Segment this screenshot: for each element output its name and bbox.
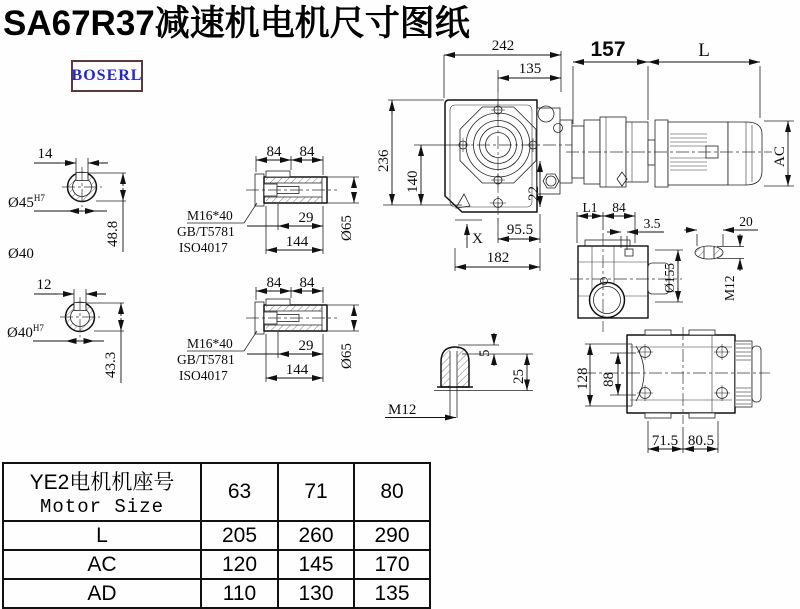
label-shaft-dia: Ø40 (8, 246, 34, 262)
dim-3-5: 3.5 (643, 216, 661, 231)
cell-L-63: 205 (201, 521, 278, 550)
row-label-L: L (3, 521, 201, 550)
cell-L-71: 260 (278, 521, 354, 550)
cell-AD-63: 110 (201, 579, 278, 608)
dim-hb-29: 29 (298, 338, 314, 354)
dim-155: Ø155 (662, 263, 677, 293)
dim-128: 128 (575, 367, 591, 390)
dim-71-5: 71.5 (651, 433, 679, 449)
fan-end-ribs (735, 341, 752, 407)
label-hb-screw: M16*40 (187, 336, 233, 351)
table-header-en: Motor Size (39, 496, 165, 518)
table-col-63: 63 (201, 463, 278, 521)
table-header-cell (3, 463, 201, 521)
view-hollow-shaft-b (177, 275, 359, 383)
view-side (570, 200, 758, 332)
dim-135: 135 (518, 61, 542, 77)
label-ha-std1: GB/T5781 (177, 224, 235, 239)
dim-157: 157 (590, 38, 626, 61)
dim-bore-a: $Ø45^{H7}$ (8, 193, 45, 211)
dim-ha-144: 144 (285, 234, 309, 250)
dim-5: 5 (477, 349, 493, 357)
table-col-71: 71 (278, 463, 354, 521)
dim-22: 22 (526, 186, 542, 201)
dim-sv-84: 84 (612, 200, 626, 215)
view-key-detail (385, 333, 533, 418)
dim-AC: AC (772, 146, 788, 167)
dim-20: 20 (739, 214, 753, 229)
table-col-80: 80 (354, 463, 430, 521)
dim-height-a: 48.8 (105, 220, 121, 247)
dim-236: 236 (376, 149, 392, 172)
cell-AC-80: 170 (354, 550, 430, 579)
table-row (3, 521, 430, 550)
dim-242: 242 (491, 38, 515, 54)
dim-ha-29: 29 (298, 210, 314, 226)
table-row (3, 550, 430, 579)
cell-AD-71: 130 (278, 579, 354, 608)
label-hb-std2: ISO4017 (179, 368, 228, 383)
dim-25: 25 (511, 369, 527, 384)
dim-182: 182 (486, 250, 510, 266)
dim-hb-dia: Ø65 (339, 343, 355, 369)
cell-AC-63: 120 (201, 550, 278, 579)
label-hb-std1: GB/T5781 (177, 352, 235, 367)
view-solid-shaft-a (8, 146, 126, 262)
label-ha-screw: M16*40 (187, 208, 233, 223)
dim-ha-84b: 84 (299, 144, 315, 160)
table-header-cn: YE2电机机座号 (29, 471, 175, 494)
view-bottom (575, 327, 770, 453)
dim-hb-84b: 84 (299, 275, 315, 291)
view-main-assembly (376, 38, 794, 271)
motor-flange (655, 120, 668, 187)
row-label-AC: AC (3, 550, 201, 579)
dim-sv-M12: M12 (722, 275, 737, 301)
dim-140: 140 (405, 170, 421, 193)
dim-hb-144: 144 (285, 362, 309, 378)
dim-keyway-width-b: 12 (36, 277, 52, 293)
view-solid-shaft-b (7, 277, 124, 383)
motor-size-table (2, 462, 431, 609)
cell-L-80: 290 (354, 521, 430, 550)
dim-L: L (698, 40, 710, 61)
row-label-AD: AD (3, 579, 201, 608)
table-row (3, 579, 430, 608)
page-title: SA67R37减速机电机尺寸图纸 (3, 4, 470, 43)
table-header-row (3, 463, 430, 521)
dim-ha-dia: Ø65 (339, 215, 355, 241)
label-ha-std2: ISO4017 (179, 240, 228, 255)
dim-X: X (472, 231, 483, 247)
view-hollow-shaft-a (177, 144, 359, 255)
dim-ha-84a: 84 (266, 144, 282, 160)
cell-AD-80: 135 (354, 579, 430, 608)
motor-body (668, 122, 728, 185)
dim-height-b: 43.3 (103, 351, 119, 378)
dim-88: 88 (601, 372, 617, 387)
dim-95-5: 95.5 (506, 222, 534, 238)
dim-bore-b: $Ø40^{H7}$ (7, 323, 44, 341)
fan-cover (728, 122, 762, 185)
cell-AC-71: 145 (278, 550, 354, 579)
label-kd-M12: M12 (388, 402, 417, 418)
dim-hb-84a: 84 (266, 275, 282, 291)
dim-80-5: 80.5 (687, 433, 715, 449)
output-hub-side (590, 283, 625, 318)
dim-keyway-width-a: 14 (37, 146, 53, 162)
dim-L1: L1 (582, 200, 598, 215)
brand-logo: BOSERL (71, 60, 143, 92)
